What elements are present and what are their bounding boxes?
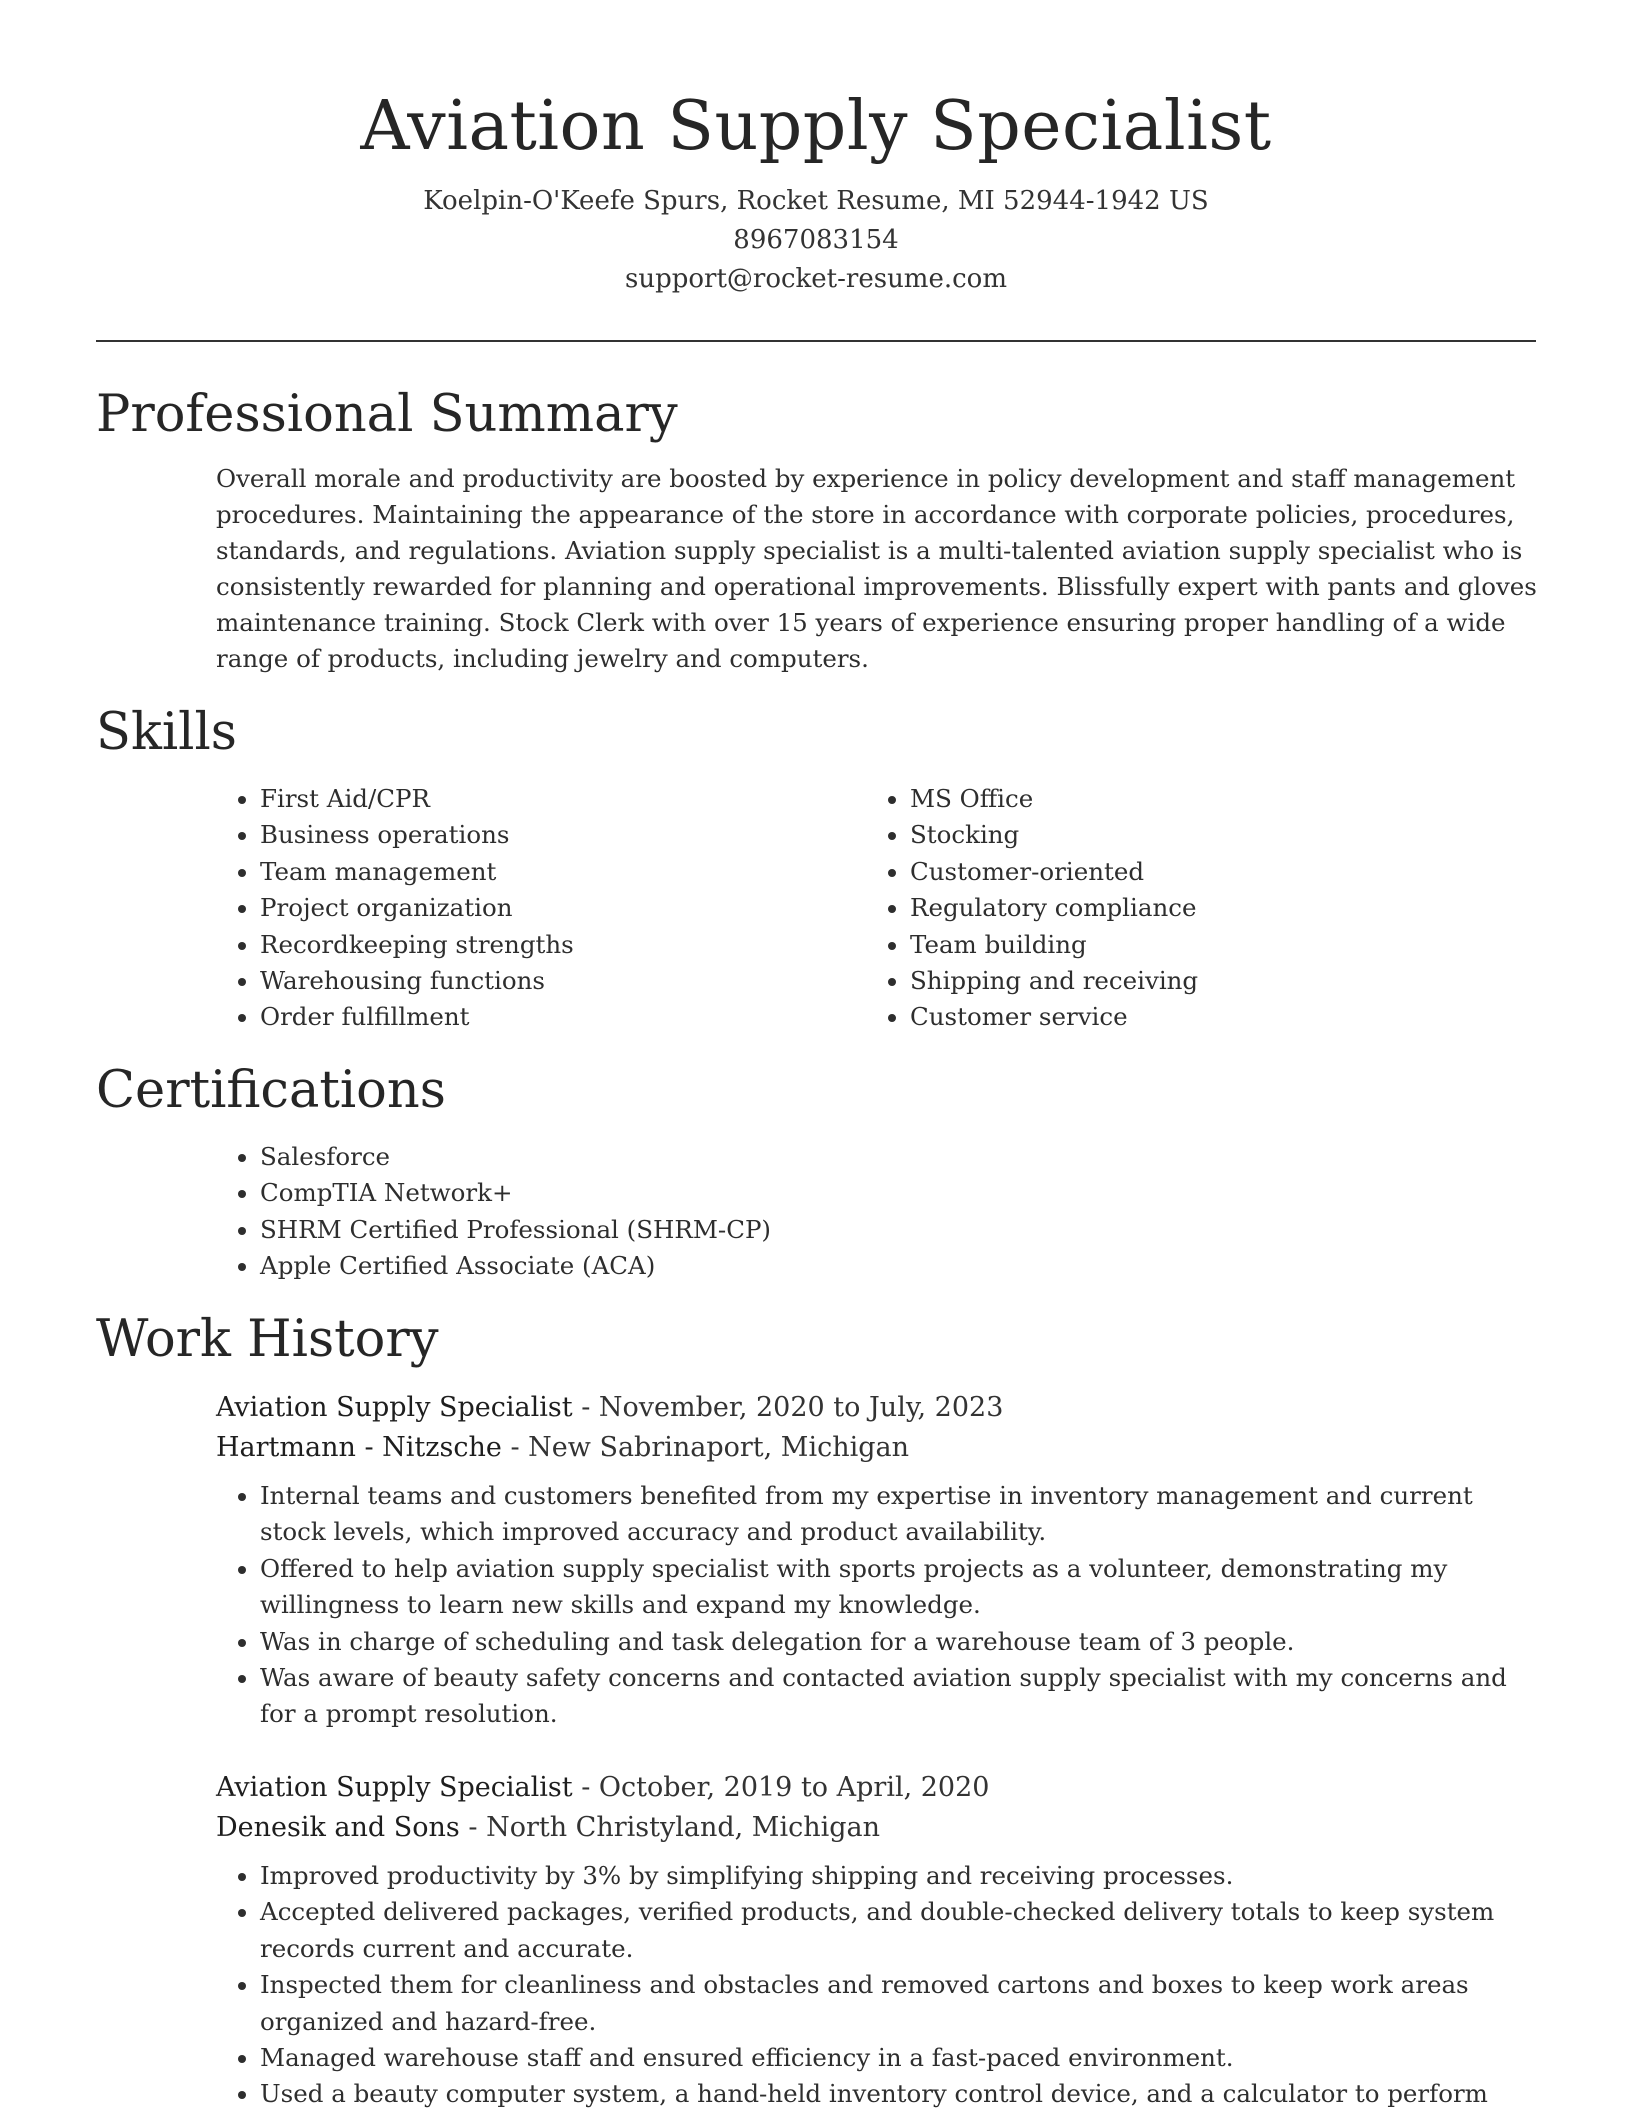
skill-item: • Project organization <box>260 890 836 926</box>
certification-item: • Salesforce <box>260 1139 1116 1175</box>
job-dates: - November, 2020 to July, 2023 <box>572 1392 1004 1423</box>
skills-list-left <box>216 781 836 1036</box>
skill-item: • Shipping and receiving <box>910 963 1486 999</box>
skill-item: • Regulatory compliance <box>910 890 1486 926</box>
skill-item: • Customer service <box>910 999 1486 1035</box>
email-text: support@rocket-resume.com <box>624 264 1007 294</box>
certification-item: • SHRM Certified Professional (SHRM-CP) <box>260 1212 1116 1248</box>
job-duties-list <box>216 1858 1546 2113</box>
job-duty: • Offered to help aviation supply specialist with sports projects as a volunteer, demonstrating my willingness to learn new skills and expand my knowledge. <box>260 1551 1546 1624</box>
job-duty: • Inspected them for cleanliness and obstacles and removed cartons and boxes to keep work areas organized and hazard-free. <box>260 1967 1546 2040</box>
job-title-line <box>216 1768 1546 1808</box>
skill-item: • Stocking <box>910 817 1486 853</box>
job-company: Denesik and Sons <box>216 1812 460 1843</box>
certifications-heading: Certifications <box>96 1061 446 1120</box>
job-company: Hartmann - Nitzsche <box>216 1432 502 1463</box>
summary-heading: Professional Summary <box>96 385 678 444</box>
skill-item: • Warehousing functions <box>260 963 836 999</box>
job-title: Aviation Supply Specialist <box>216 1772 573 1803</box>
job-company-line <box>216 1428 1546 1468</box>
job-location: - North Christyland, Michigan <box>459 1812 880 1843</box>
candidate-name: Aviation Supply Specialist <box>360 87 1272 166</box>
skill-item: • Recordkeeping strengths <box>260 927 836 963</box>
job-entry <box>216 1768 1546 2113</box>
skill-item: • Customer-oriented <box>910 854 1486 890</box>
address-text: Koelpin-O'Keefe Spurs, Rocket Resume, MI 52944-1942 US <box>423 186 1209 216</box>
job-duty: • Accepted delivered packages, verified products, and double-checked delivery totals to keep system records current and accurate. <box>260 1894 1546 1967</box>
certification-item: • Apple Certified Associate (ACA) <box>260 1248 1116 1284</box>
job-title-line <box>216 1388 1546 1428</box>
skill-item: • Team management <box>260 854 836 890</box>
certification-item: • CompTIA Network+ <box>260 1175 1116 1211</box>
skill-item: • Business operations <box>260 817 836 853</box>
phone-text: 8967083154 <box>733 225 899 255</box>
resume-header <box>0 0 1632 299</box>
job-duty: • Was in charge of scheduling and task delegation for a warehouse team of 3 people. <box>260 1624 1546 1660</box>
skill-item: • First Aid/CPR <box>260 781 836 817</box>
skills-column-left <box>216 781 836 1036</box>
header-divider <box>96 340 1536 342</box>
job-duty: • Was aware of beauty safety concerns and contacted aviation supply specialist with my concerns and for a prompt resolution. <box>260 1660 1546 1733</box>
job-dates: - October, 2019 to April, 2020 <box>572 1772 990 1803</box>
certifications-block <box>216 1139 1116 1285</box>
summary-text: Overall morale and productivity are boosted by experience in policy development and staff management procedures. Maintaining the appearance of the store in accordance with corporate policies, procedures, standards, and regulations. Aviation supply specialist is a multi-talented aviation supply specialist who is consistently rewarded for planning and operational improvements. Blissfully expert with pants and gloves maintenance training. Stock Clerk with over 15 years of experience ensuring proper handling of a wide range of products, including jewelry and computers. <box>216 464 1537 673</box>
job-company-line <box>216 1808 1546 1848</box>
skill-item: • MS Office <box>910 781 1486 817</box>
job-title: Aviation Supply Specialist <box>216 1392 573 1423</box>
contact-block <box>0 182 1632 299</box>
job-duty: • Improved productivity by 3% by simplifying shipping and receiving processes. <box>260 1858 1546 1894</box>
job-entry <box>216 1388 1546 1733</box>
skills-heading: Skills <box>96 703 237 762</box>
skills-list-right <box>866 781 1486 1036</box>
job-duties-list <box>216 1478 1546 1733</box>
job-duty: • Managed warehouse staff and ensured efficiency in a fast-paced environment. <box>260 2040 1546 2076</box>
skill-item: • Order fulfillment <box>260 999 836 1035</box>
job-duty: • Used a beauty computer system, a hand-held inventory control device, and a calculator to perform <box>260 2076 1546 2112</box>
skill-item: • Team building <box>910 927 1486 963</box>
work-history-heading: Work History <box>96 1310 439 1369</box>
certifications-list <box>216 1139 1116 1285</box>
job-duty: • Internal teams and customers benefited from my expertise in inventory management and current stock levels, which improved accuracy and product availability. <box>260 1478 1546 1551</box>
job-location: - New Sabrinaport, Michigan <box>501 1432 910 1463</box>
skills-column-right <box>866 781 1486 1036</box>
